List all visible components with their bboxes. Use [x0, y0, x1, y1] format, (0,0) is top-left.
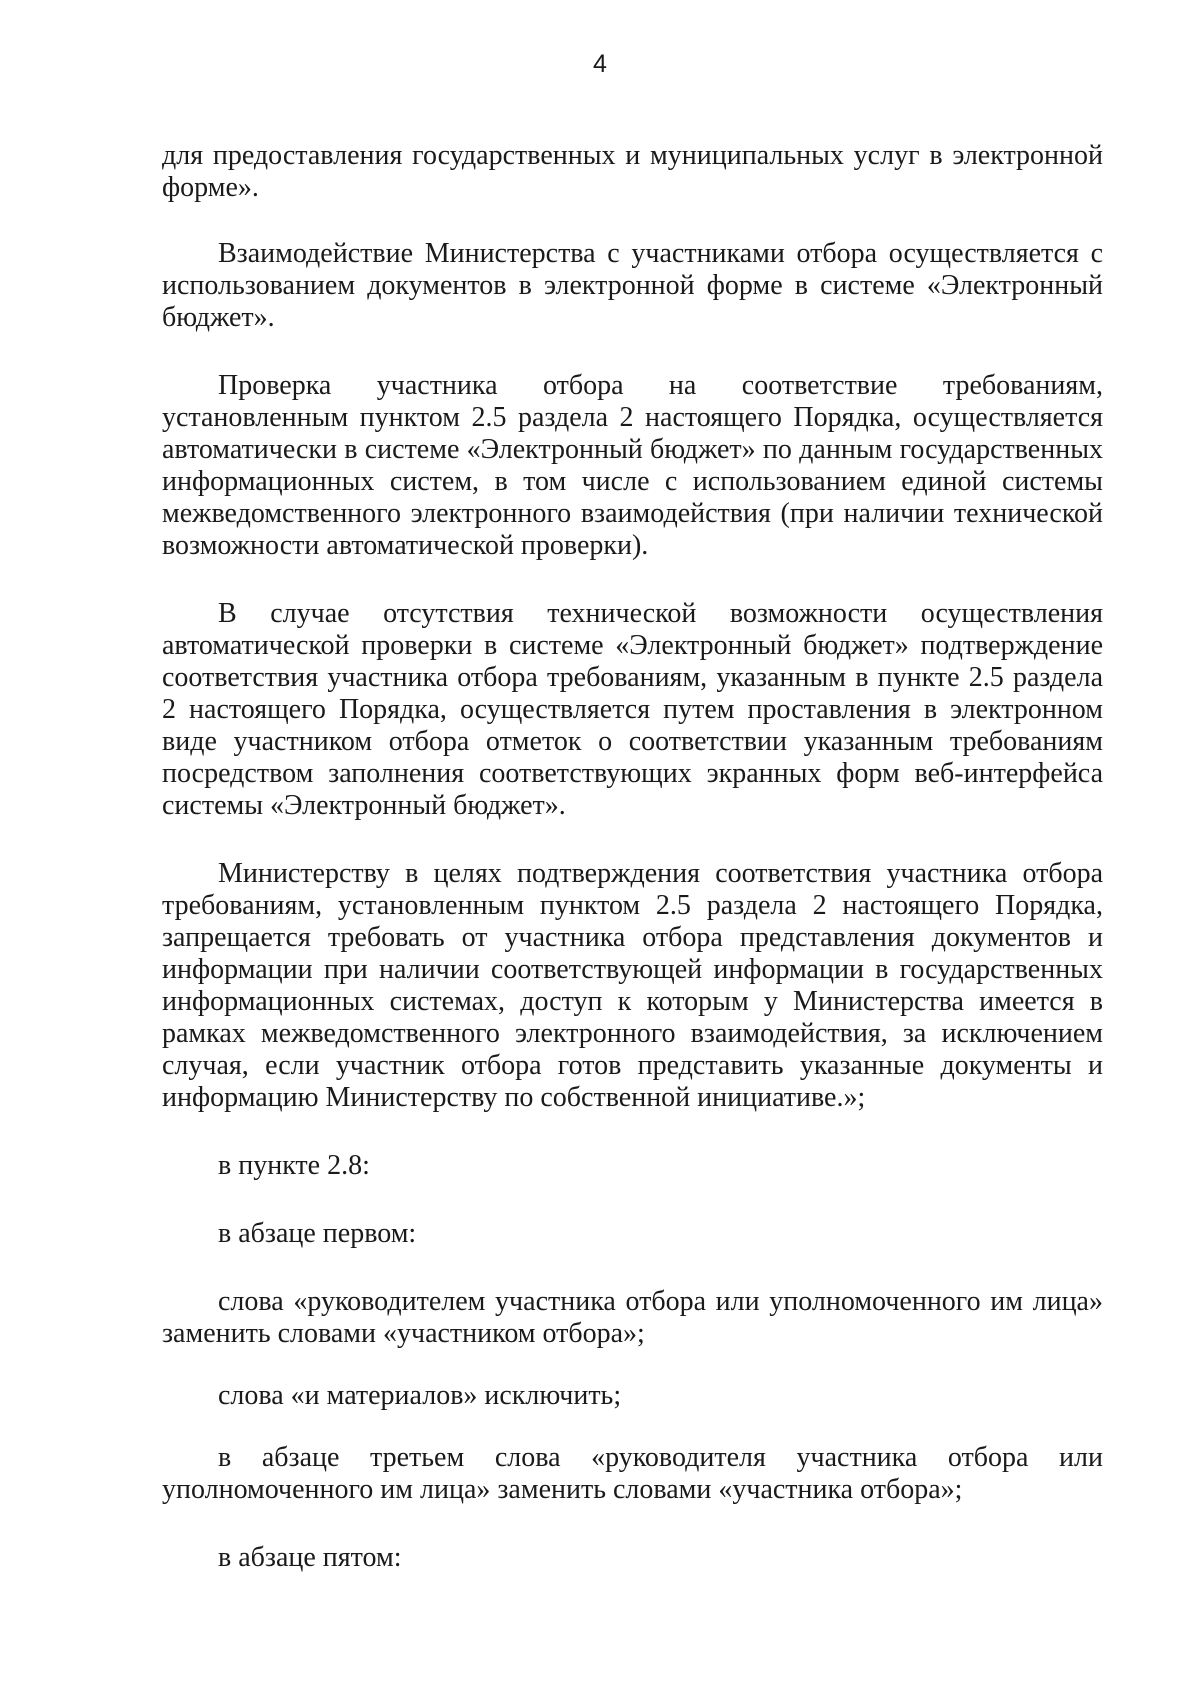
paragraph-replace-words: слова «руководителем участника отбора или уполномоченного им лица» заменить словами «участником отбора»;	[162, 1286, 1103, 1349]
paragraph-clause-2-8: в пункте 2.8:	[218, 1150, 370, 1181]
paragraph-exclude-words: слова «и материалов» исключить;	[218, 1380, 622, 1411]
paragraph-no-technical-possibility: В случае отсутствия технической возможности осуществления автоматической проверки в системе «Электронный бюджет» подтверждение соответствия участника отбора требованиям, указанным в пункте 2.5 раздела 2 настоящего Порядка, осуществляется путем проставления в электронном виде участником отбора отметок о соответствии указанным требованиям посредством заполнения соответствующих экранных форм веб-интерфейса системы «Электронный бюджет».	[162, 598, 1103, 821]
paragraph-ministry-prohibition: Министерству в целях подтверждения соответствия участника отбора требованиям, установленным пунктом 2.5 раздела 2 настоящего Порядка, запрещается требовать от участника отбора представления документов и информации при наличии соответствующей информации в государственных информационных системах, доступ к которым у Министерства имеется в рамках межведомственного электронного взаимодействия, за исключением случая, если участник отбора готов представить указанные документы и информацию Министерству по собственной инициативе.»;	[162, 858, 1103, 1113]
paragraph-first-subparagraph: в абзаце первом:	[218, 1218, 417, 1249]
page-number: 4	[593, 50, 607, 78]
paragraph-continuation: для предоставления государственных и муниципальных услуг в электронной форме».	[162, 140, 1103, 203]
paragraph-interaction: Взаимодействие Министерства с участниками отбора осуществляется с использованием документов в электронной форме в системе «Электронный бюджет».	[162, 238, 1103, 333]
paragraph-fifth-subparagraph: в абзаце пятом:	[218, 1542, 402, 1573]
paragraph-third-subparagraph: в абзаце третьем слова «руководителя участника отбора или уполномоченного им лица» заменить словами «участника отбора»;	[162, 1442, 1103, 1505]
document-body	[162, 140, 1103, 1574]
paragraph-verification: Проверка участника отбора на соответствие требованиям, установленным пунктом 2.5 раздела 2 настоящего Порядка, осуществляется автоматически в системе «Электронный бюджет» по данным государственных информационных систем, в том числе с использованием единой системы межведомственного электронного взаимодействия (при наличии технической возможности автоматической проверки).	[162, 370, 1103, 561]
